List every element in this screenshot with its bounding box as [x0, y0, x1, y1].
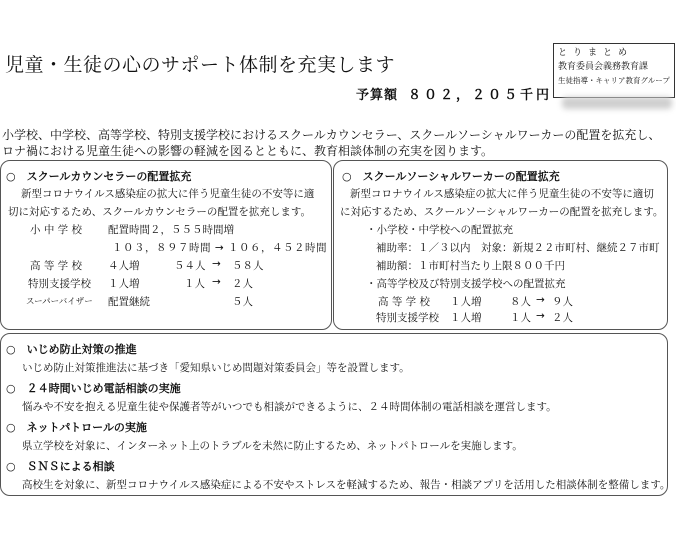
counselor-row-after: ２人 — [232, 278, 253, 290]
social-worker-row-arrow: → — [536, 294, 545, 306]
budget-value: ８０２，２０５千円 — [408, 88, 553, 103]
social-worker-row-after: ９人 — [552, 296, 573, 308]
measure-heading: ○ ＳＮＳによる相談 — [6, 460, 115, 473]
budget — [356, 84, 552, 103]
social-worker-row-arrow: → — [536, 310, 545, 322]
social-worker-row-school: 高 等 学 校 — [378, 296, 431, 308]
counselor-row-after: ５８人 — [232, 260, 264, 272]
page-title: 児童・生徒の心のサポート体制を充実します — [5, 54, 396, 76]
social-worker-sub-1: ・小学校・中学校への配置拡充 — [366, 224, 513, 236]
department-box — [553, 43, 675, 98]
counselor-desc-2: 切に対応するため、スクールカウンセラーの配置を拡充します。 — [8, 206, 312, 218]
counselor-row-before: ５４人 — [174, 260, 206, 272]
social-worker-row-after: ２人 — [552, 312, 573, 324]
measure-heading: ○ ２４時間いじめ電話相談の実施 — [6, 382, 181, 395]
counselor-row-after: ５人 — [232, 296, 253, 308]
department-line-1: とりまとめ — [558, 48, 634, 58]
social-worker-row-before: １人 — [510, 312, 531, 324]
counselor-row-detail: １０３，８９７時間 → １０６，４５２時間 — [112, 242, 327, 254]
measure-text: 県立学校を対象に、インターネット上のトラブルを未然に防止するため、ネットパトロールを実施します。 — [22, 440, 523, 452]
counselor-row-school: スーパーバイザー — [26, 297, 93, 307]
counselor-row-detail: ４人増 — [108, 260, 140, 272]
counselor-row-arrow: → — [212, 258, 221, 270]
counselor-row-detail: １人増 — [108, 278, 140, 290]
counselor-row-detail: 配置継続 — [108, 296, 150, 308]
counselor-row-school: 特別支援学校 — [28, 278, 91, 290]
counselor-row-school: 小 中 学 校 — [30, 224, 83, 236]
social-worker-sub-1-line-1: 補助率：１／３以内 対象：新規２２市町村、継続２７市町 — [376, 242, 660, 254]
social-worker-desc-1: 新型コロナウイルス感染症の拡大に伴う児童生徒の不安等に適切 — [350, 188, 654, 200]
social-worker-desc-2: に対応するため、スクールソーシャルワーカーの配置を拡充します。 — [340, 206, 664, 218]
department-line-3: 生徒指導・キャリア教育グループ — [558, 76, 670, 85]
measure-heading: ○ ネットパトロールの実施 — [6, 421, 147, 434]
department-line-2: 教育委員会義務教育課 — [558, 62, 649, 72]
social-worker-row-detail: １人増 — [450, 296, 482, 308]
measure-text: 悩みや不安を抱える児童生徒や保護者等がいつでも相談ができるように、２４時間体制の電話相談を運営します。 — [22, 401, 557, 413]
counselor-row-school: 高 等 学 校 — [30, 260, 83, 272]
intro-line-2: ロナ禍における児童生徒への影響の軽減を図るとともに、教育相談体制の充実を図ります。 — [2, 144, 494, 158]
social-worker-row-before: ８人 — [510, 296, 531, 308]
counselor-heading: ○ スクールカウンセラーの配置拡充 — [6, 170, 192, 183]
counselor-row-arrow: → — [212, 276, 221, 288]
intro-line-1: 小学校、中学校、高等学校、特別支援学校におけるスクールカウンセラー、スクールソーシャルワーカーの配置を拡充し、 — [2, 128, 661, 142]
social-worker-heading: ○ スクールソーシャルワーカーの配置拡充 — [342, 170, 560, 183]
redacted-contact — [562, 97, 672, 109]
counselor-row-before: １人 — [184, 278, 205, 290]
counselor-desc-1: 新型コロナウイルス感染症の拡大に伴う児童生徒の不安等に適 — [21, 188, 315, 200]
measure-text: 高校生を対象に、新型コロナウイルス感染症による不安やストレスを軽減するため、報告・相談アプリを活用した相談体制を整備します。 — [22, 479, 671, 491]
measure-heading: ○ いじめ防止対策の推進 — [6, 343, 137, 356]
budget-label: 予算額 — [356, 88, 399, 103]
measure-text: いじめ防止対策推進法に基づき「愛知県いじめ問題対策委員会」等を設置します。 — [22, 362, 410, 374]
social-worker-row-school: 特別支援学校 — [376, 312, 439, 324]
social-worker-sub-2: ・高等学校及び特別支援学校への配置拡充 — [366, 278, 566, 290]
counselor-row-detail: 配置時間２，５５５時間増 — [108, 224, 234, 236]
social-worker-sub-1-line-2: 補助額：１市町村当たり上限８００千円 — [376, 260, 565, 272]
social-worker-row-detail: １人増 — [450, 312, 482, 324]
